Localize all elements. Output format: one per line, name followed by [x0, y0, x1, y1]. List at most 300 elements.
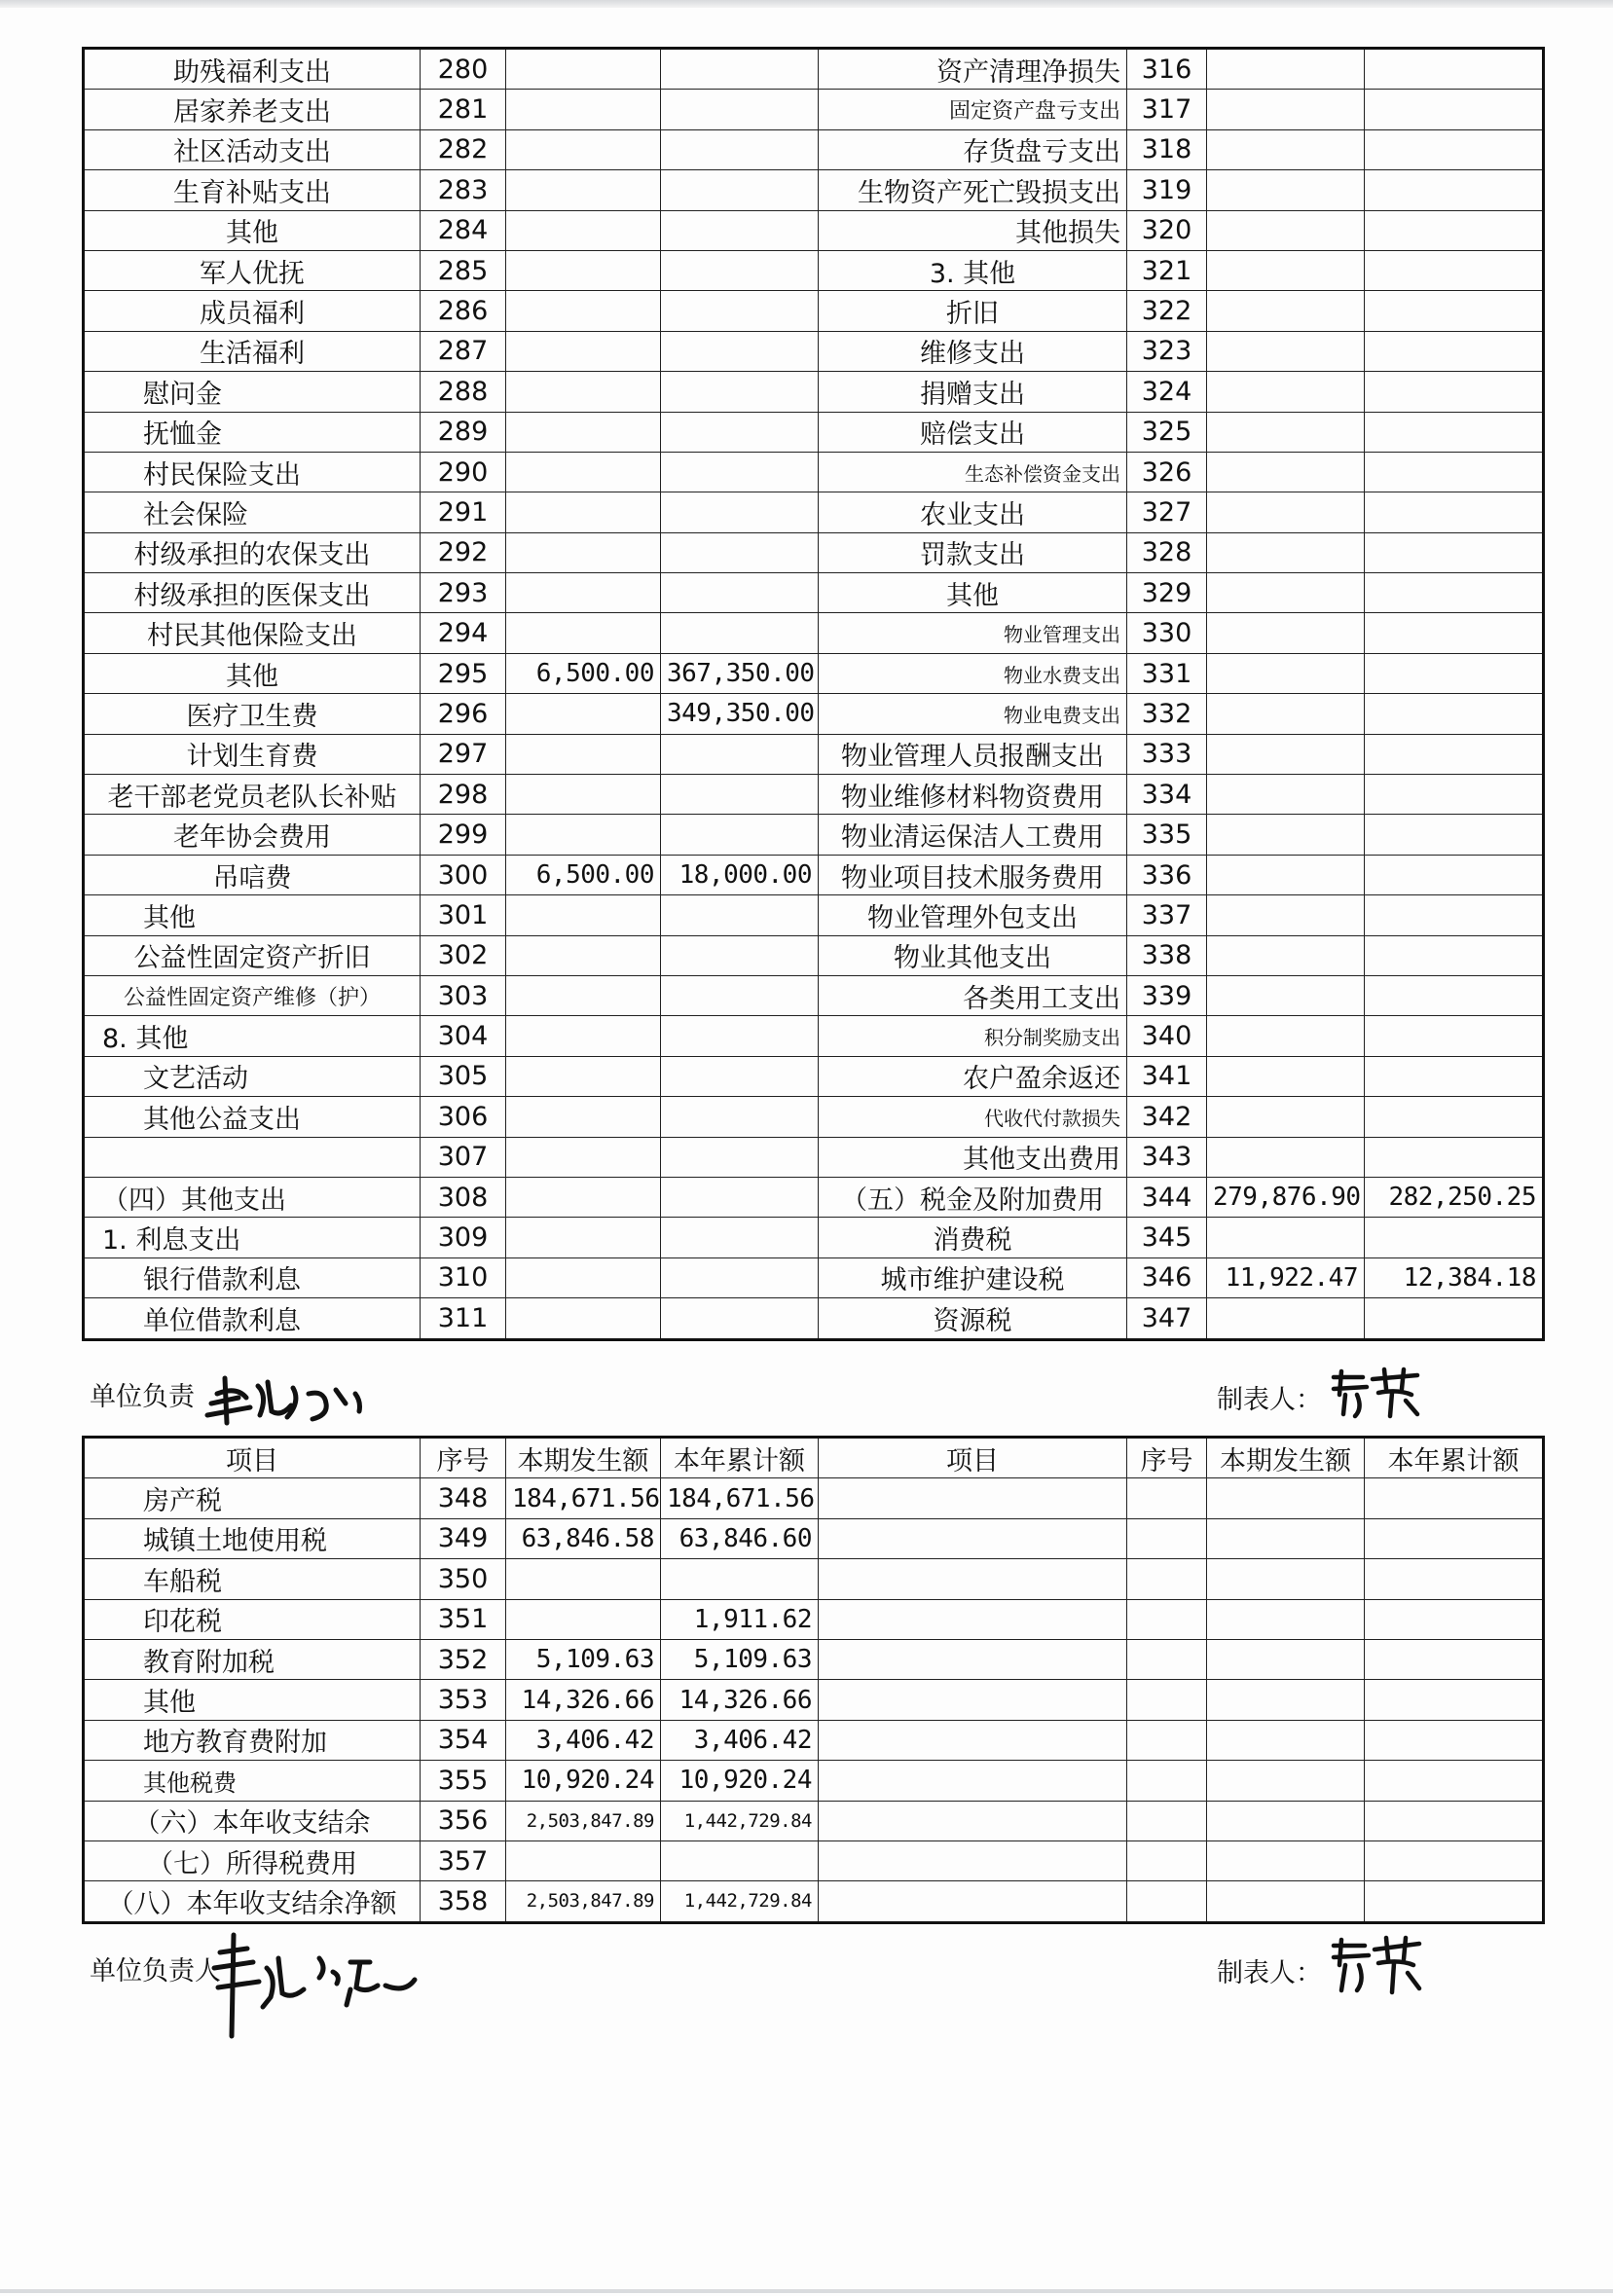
- row-item: 村民其他保险支出: [84, 613, 421, 653]
- row-item: 老年协会费用: [84, 815, 421, 855]
- table-row: [84, 1478, 1544, 1518]
- table-row: [84, 935, 1544, 975]
- row-current-amount-right: [1207, 49, 1365, 90]
- row-ytd-amount-right: 12,384.18: [1365, 1257, 1544, 1297]
- row-number: 310: [421, 1257, 506, 1297]
- row-ytd-amount: [661, 372, 819, 412]
- empty-cell: [819, 1680, 1127, 1720]
- row-current-amount: [506, 694, 661, 734]
- row-number: 281: [421, 90, 506, 129]
- unit-head-signature-2: [204, 1929, 438, 2046]
- row-number: 288: [421, 372, 506, 412]
- row-current-amount-right: 279,876.90: [1207, 1177, 1365, 1217]
- table-row: [84, 1298, 1544, 1339]
- row-item: 军人优抚: [84, 250, 421, 290]
- row-item: 村级承担的医保支出: [84, 573, 421, 613]
- table-row: [84, 331, 1544, 371]
- tax-table-header-row: [84, 1438, 1544, 1478]
- row-number: 286: [421, 291, 506, 331]
- row-current-amount: 6,500.00: [506, 653, 661, 693]
- table-row: [84, 1056, 1544, 1096]
- row-number: 294: [421, 613, 506, 653]
- table-row: [84, 250, 1544, 290]
- row-item: 村民保险支出: [84, 452, 421, 492]
- header-no: 序号: [421, 1438, 506, 1478]
- row-number-right: 327: [1127, 492, 1207, 532]
- row-current-amount-right: [1207, 1097, 1365, 1137]
- row-ytd-amount: [661, 170, 819, 210]
- table-row: [84, 1881, 1544, 1922]
- table-row: [84, 1680, 1544, 1720]
- row-ytd-amount: [661, 935, 819, 975]
- row-number-right: 347: [1127, 1298, 1207, 1339]
- row-current-amount: [506, 1016, 661, 1056]
- row-item: 其他公益支出: [84, 1097, 421, 1137]
- row-ytd-amount: [661, 210, 819, 250]
- table-row: [84, 653, 1544, 693]
- row-number-right: 336: [1127, 855, 1207, 894]
- row-ytd-amount: 1,442,729.84: [661, 1881, 819, 1922]
- row-number-right: 337: [1127, 895, 1207, 935]
- row-current-amount: [506, 1097, 661, 1137]
- empty-cell: [1127, 1840, 1207, 1880]
- row-ytd-amount-right: [1365, 1097, 1544, 1137]
- row-current-amount-right: [1207, 492, 1365, 532]
- row-current-amount: 10,920.24: [506, 1761, 661, 1801]
- row-ytd-amount-right: [1365, 855, 1544, 894]
- row-current-amount-right: [1207, 775, 1365, 815]
- row-ytd-amount-right: [1365, 1218, 1544, 1257]
- row-ytd-amount: 1,911.62: [661, 1599, 819, 1639]
- row-ytd-amount: 184,671.56: [661, 1478, 819, 1518]
- row-item: （四）其他支出: [84, 1177, 421, 1217]
- row-item: 医疗卫生费: [84, 694, 421, 734]
- row-ytd-amount: [661, 1016, 819, 1056]
- row-ytd-amount-right: [1365, 895, 1544, 935]
- row-item: 教育附加税: [84, 1639, 421, 1679]
- row-current-amount: [506, 1599, 661, 1639]
- row-ytd-amount-right: [1365, 492, 1544, 532]
- row-item: 社会保险: [84, 492, 421, 532]
- row-number-right: 316: [1127, 49, 1207, 90]
- row-current-amount-right: [1207, 129, 1365, 169]
- row-ytd-amount: [661, 1218, 819, 1257]
- row-current-amount: [506, 372, 661, 412]
- row-current-amount: [506, 1218, 661, 1257]
- table-row: [84, 573, 1544, 613]
- row-current-amount-right: [1207, 331, 1365, 371]
- unit-head-label: 单位负责: [90, 1382, 195, 1412]
- row-current-amount: 6,500.00: [506, 855, 661, 894]
- row-current-amount: [506, 129, 661, 169]
- row-item-right: 积分制奖励支出: [819, 1016, 1127, 1056]
- empty-cell: [819, 1801, 1127, 1840]
- empty-cell: [1207, 1680, 1365, 1720]
- row-ytd-amount: 1,442,729.84: [661, 1801, 819, 1840]
- row-ytd-amount-right: [1365, 452, 1544, 492]
- row-current-amount: [506, 1177, 661, 1217]
- empty-cell: [1365, 1599, 1544, 1639]
- row-ytd-amount: [661, 1137, 819, 1177]
- empty-cell: [819, 1639, 1127, 1679]
- row-number: 300: [421, 855, 506, 894]
- row-item-right: 物业项目技术服务费用: [819, 855, 1127, 894]
- empty-cell: [1127, 1801, 1207, 1840]
- table-row: [84, 372, 1544, 412]
- row-number-right: 341: [1127, 1056, 1207, 1096]
- row-current-amount: [506, 170, 661, 210]
- row-current-amount: [506, 452, 661, 492]
- row-ytd-amount: 63,846.60: [661, 1518, 819, 1558]
- header-ytd-right: 本年累计额: [1365, 1438, 1544, 1478]
- row-current-amount: 5,109.63: [506, 1639, 661, 1679]
- row-item-right: 物业管理人员报酬支出: [819, 734, 1127, 774]
- empty-cell: [1207, 1761, 1365, 1801]
- empty-cell: [819, 1518, 1127, 1558]
- row-item: 其他: [84, 653, 421, 693]
- empty-cell: [819, 1599, 1127, 1639]
- row-number: 356: [421, 1801, 506, 1840]
- row-current-amount: [506, 1257, 661, 1297]
- table-row: [84, 492, 1544, 532]
- row-ytd-amount: [661, 331, 819, 371]
- expense-table-body: [84, 49, 1544, 1340]
- row-number: 290: [421, 452, 506, 492]
- row-number: 295: [421, 653, 506, 693]
- row-item: 城镇土地使用税: [84, 1518, 421, 1558]
- row-current-amount-right: [1207, 1056, 1365, 1096]
- empty-cell: [1207, 1881, 1365, 1922]
- row-ytd-amount-right: [1365, 1016, 1544, 1056]
- row-current-amount: [506, 210, 661, 250]
- empty-cell: [1365, 1840, 1544, 1880]
- row-ytd-amount-right: [1365, 129, 1544, 169]
- row-current-amount: [506, 412, 661, 452]
- row-ytd-amount: [661, 129, 819, 169]
- row-ytd-amount: [661, 1097, 819, 1137]
- row-current-amount: 3,406.42: [506, 1720, 661, 1760]
- row-item-right: 其他支出费用: [819, 1137, 1127, 1177]
- empty-cell: [1365, 1639, 1544, 1679]
- row-current-amount-right: [1207, 90, 1365, 129]
- row-ytd-amount-right: [1365, 1137, 1544, 1177]
- empty-cell: [1127, 1881, 1207, 1922]
- row-item-right: 资源税: [819, 1298, 1127, 1339]
- row-item-right: 各类用工支出: [819, 975, 1127, 1015]
- empty-cell: [819, 1840, 1127, 1880]
- table-row: [84, 1639, 1544, 1679]
- row-current-amount: [506, 573, 661, 613]
- row-number-right: 318: [1127, 129, 1207, 169]
- empty-cell: [1127, 1518, 1207, 1558]
- row-item-right: 物业电费支出: [819, 694, 1127, 734]
- table-row: [84, 412, 1544, 452]
- row-current-amount-right: [1207, 573, 1365, 613]
- table-row: [84, 775, 1544, 815]
- table-row: [84, 452, 1544, 492]
- row-ytd-amount-right: [1365, 90, 1544, 129]
- row-current-amount: 63,846.58: [506, 1518, 661, 1558]
- row-current-amount: 2,503,847.89: [506, 1881, 661, 1922]
- table-row: [84, 1097, 1544, 1137]
- row-number: 350: [421, 1559, 506, 1599]
- row-current-amount-right: [1207, 895, 1365, 935]
- row-current-amount-right: [1207, 372, 1365, 412]
- row-number-right: 328: [1127, 532, 1207, 572]
- row-ytd-amount: [661, 573, 819, 613]
- header-ytd: 本年累计额: [661, 1438, 819, 1478]
- row-item: 慰问金: [84, 372, 421, 412]
- header-no-right: 序号: [1127, 1438, 1207, 1478]
- row-current-amount-right: [1207, 613, 1365, 653]
- row-number-right: 319: [1127, 170, 1207, 210]
- row-current-amount: [506, 532, 661, 572]
- row-number: 302: [421, 935, 506, 975]
- expense-table-continued: [82, 47, 1545, 1341]
- row-item-right: 赔偿支出: [819, 412, 1127, 452]
- unit-head-signature: [200, 1365, 394, 1433]
- row-number: 307: [421, 1137, 506, 1177]
- empty-cell: [1127, 1639, 1207, 1679]
- row-current-amount-right: [1207, 250, 1365, 290]
- row-ytd-amount: [661, 734, 819, 774]
- row-item-right: 物业维修材料物资费用: [819, 775, 1127, 815]
- row-number: 349: [421, 1518, 506, 1558]
- row-item: 其他税费: [84, 1761, 421, 1801]
- row-number: 358: [421, 1881, 506, 1922]
- row-number: 357: [421, 1840, 506, 1880]
- empty-cell: [819, 1761, 1127, 1801]
- row-number: 292: [421, 532, 506, 572]
- row-item-right: 固定资产盘亏支出: [819, 90, 1127, 129]
- row-number: 282: [421, 129, 506, 169]
- row-number: 299: [421, 815, 506, 855]
- row-current-amount-right: [1207, 815, 1365, 855]
- scan-top-edge: [0, 0, 1613, 8]
- empty-cell: [1207, 1801, 1365, 1840]
- empty-cell: [1365, 1478, 1544, 1518]
- row-ytd-amount-right: [1365, 573, 1544, 613]
- row-item: 车船税: [84, 1559, 421, 1599]
- row-ytd-amount-right: [1365, 170, 1544, 210]
- row-ytd-amount: [661, 1840, 819, 1880]
- tax-table-body: [84, 1478, 1544, 1922]
- row-current-amount-right: [1207, 291, 1365, 331]
- row-current-amount: [506, 291, 661, 331]
- empty-cell: [1127, 1599, 1207, 1639]
- table-row: [84, 1016, 1544, 1056]
- row-current-amount-right: [1207, 935, 1365, 975]
- row-item: 单位借款利息: [84, 1298, 421, 1339]
- row-ytd-amount: [661, 250, 819, 290]
- row-item-right: 物业水费支出: [819, 653, 1127, 693]
- row-current-amount: [506, 815, 661, 855]
- row-item: 成员福利: [84, 291, 421, 331]
- empty-cell: [1365, 1720, 1544, 1760]
- row-ytd-amount: [661, 532, 819, 572]
- row-item-right: 农业支出: [819, 492, 1127, 532]
- row-item: [84, 1137, 421, 1177]
- row-ytd-amount: [661, 90, 819, 129]
- row-ytd-amount: 349,350.00: [661, 694, 819, 734]
- row-ytd-amount-right: [1365, 775, 1544, 815]
- row-current-amount: [506, 775, 661, 815]
- row-item: 生活福利: [84, 331, 421, 371]
- row-number-right: 321: [1127, 250, 1207, 290]
- row-number: 306: [421, 1097, 506, 1137]
- row-ytd-amount: [661, 815, 819, 855]
- row-item: 社区活动支出: [84, 129, 421, 169]
- row-number: 293: [421, 573, 506, 613]
- row-ytd-amount: [661, 412, 819, 452]
- table-row: [84, 210, 1544, 250]
- row-number-right: 340: [1127, 1016, 1207, 1056]
- table-row: [84, 694, 1544, 734]
- empty-cell: [1365, 1761, 1544, 1801]
- row-current-amount: 14,326.66: [506, 1680, 661, 1720]
- row-item: 公益性固定资产折旧: [84, 935, 421, 975]
- row-ytd-amount-right: 282,250.25: [1365, 1177, 1544, 1217]
- row-item-right: 折旧: [819, 291, 1127, 331]
- row-current-amount-right: [1207, 210, 1365, 250]
- row-current-amount: [506, 1056, 661, 1096]
- row-current-amount-right: [1207, 734, 1365, 774]
- table-row: [84, 613, 1544, 653]
- row-ytd-amount: [661, 452, 819, 492]
- table-row: [84, 1137, 1544, 1177]
- row-number-right: 323: [1127, 331, 1207, 371]
- row-item-right: 物业管理支出: [819, 613, 1127, 653]
- table-row: [84, 90, 1544, 129]
- row-ytd-amount: [661, 895, 819, 935]
- empty-cell: [1127, 1761, 1207, 1801]
- row-current-amount-right: 11,922.47: [1207, 1257, 1365, 1297]
- header-item: 项目: [84, 1438, 421, 1478]
- row-number: 351: [421, 1599, 506, 1639]
- row-number-right: 344: [1127, 1177, 1207, 1217]
- row-number: 304: [421, 1016, 506, 1056]
- row-item: （六）本年收支结余: [84, 1801, 421, 1840]
- empty-cell: [819, 1559, 1127, 1599]
- row-number: 284: [421, 210, 506, 250]
- row-number-right: 326: [1127, 452, 1207, 492]
- row-item: 文艺活动: [84, 1056, 421, 1096]
- row-item: 村级承担的农保支出: [84, 532, 421, 572]
- table-row: [84, 734, 1544, 774]
- row-item-right: 3. 其他: [819, 250, 1127, 290]
- row-current-amount: [506, 935, 661, 975]
- row-number-right: 317: [1127, 90, 1207, 129]
- row-item-right: 捐赠支出: [819, 372, 1127, 412]
- row-ytd-amount-right: [1365, 291, 1544, 331]
- empty-cell: [1207, 1840, 1365, 1880]
- row-number: 301: [421, 895, 506, 935]
- row-current-amount-right: [1207, 452, 1365, 492]
- row-ytd-amount: [661, 775, 819, 815]
- row-ytd-amount: 18,000.00: [661, 855, 819, 894]
- row-number: 297: [421, 734, 506, 774]
- row-ytd-amount: 367,350.00: [661, 653, 819, 693]
- row-ytd-amount: [661, 1177, 819, 1217]
- row-ytd-amount: 5,109.63: [661, 1639, 819, 1679]
- row-item: 印花税: [84, 1599, 421, 1639]
- table-row: [84, 1720, 1544, 1760]
- row-number-right: 325: [1127, 412, 1207, 452]
- row-number-right: 345: [1127, 1218, 1207, 1257]
- preparer-signature-2: [1324, 1932, 1431, 2000]
- table-row: [84, 815, 1544, 855]
- row-item: 公益性固定资产维修（护）: [84, 975, 421, 1015]
- header-item-right: 项目: [819, 1438, 1127, 1478]
- row-current-amount: [506, 734, 661, 774]
- row-ytd-amount-right: [1365, 734, 1544, 774]
- empty-cell: [1127, 1720, 1207, 1760]
- empty-cell: [1207, 1518, 1365, 1558]
- row-item-right: 资产清理净损失: [819, 49, 1127, 90]
- table-row: [84, 1218, 1544, 1257]
- row-item: 生育补贴支出: [84, 170, 421, 210]
- row-current-amount-right: [1207, 170, 1365, 210]
- row-item-right: 存货盘亏支出: [819, 129, 1127, 169]
- empty-cell: [1365, 1518, 1544, 1558]
- empty-cell: [1365, 1881, 1544, 1922]
- table-row: [84, 49, 1544, 90]
- row-item: 抚恤金: [84, 412, 421, 452]
- table-row: [84, 129, 1544, 169]
- row-number: 352: [421, 1639, 506, 1679]
- row-number-right: 330: [1127, 613, 1207, 653]
- row-ytd-amount: [661, 492, 819, 532]
- row-item-right: 生物资产死亡毁损支出: [819, 170, 1127, 210]
- row-number-right: 333: [1127, 734, 1207, 774]
- row-current-amount: [506, 975, 661, 1015]
- row-ytd-amount-right: [1365, 815, 1544, 855]
- row-current-amount-right: [1207, 855, 1365, 894]
- table-row: [84, 1761, 1544, 1801]
- row-item: 1. 利息支出: [84, 1218, 421, 1257]
- row-item: 8. 其他: [84, 1016, 421, 1056]
- row-current-amount-right: [1207, 1218, 1365, 1257]
- preparer-label-2: 制表人：: [1217, 1958, 1322, 1988]
- empty-cell: [1207, 1599, 1365, 1639]
- row-item-right: 生态补偿资金支出: [819, 452, 1127, 492]
- row-number-right: 346: [1127, 1257, 1207, 1297]
- table-row: [84, 532, 1544, 572]
- row-ytd-amount-right: [1365, 694, 1544, 734]
- table-row: [84, 1840, 1544, 1880]
- row-ytd-amount-right: [1365, 250, 1544, 290]
- row-item-right: 物业其他支出: [819, 935, 1127, 975]
- row-current-amount-right: [1207, 1016, 1365, 1056]
- row-ytd-amount-right: [1365, 331, 1544, 371]
- row-item-right: 农户盈余返还: [819, 1056, 1127, 1096]
- row-ytd-amount-right: [1365, 372, 1544, 412]
- row-current-amount: [506, 1559, 661, 1599]
- row-item-right: 维修支出: [819, 331, 1127, 371]
- row-item-right: 消费税: [819, 1218, 1127, 1257]
- row-current-amount-right: [1207, 653, 1365, 693]
- row-number-right: 342: [1127, 1097, 1207, 1137]
- empty-cell: [819, 1881, 1127, 1922]
- table-row: [84, 1177, 1544, 1217]
- empty-cell: [1207, 1478, 1365, 1518]
- row-item-right: 物业清运保洁人工费用: [819, 815, 1127, 855]
- row-ytd-amount: [661, 1559, 819, 1599]
- row-number: 291: [421, 492, 506, 532]
- row-number-right: 343: [1127, 1137, 1207, 1177]
- row-number: 280: [421, 49, 506, 90]
- row-ytd-amount: [661, 49, 819, 90]
